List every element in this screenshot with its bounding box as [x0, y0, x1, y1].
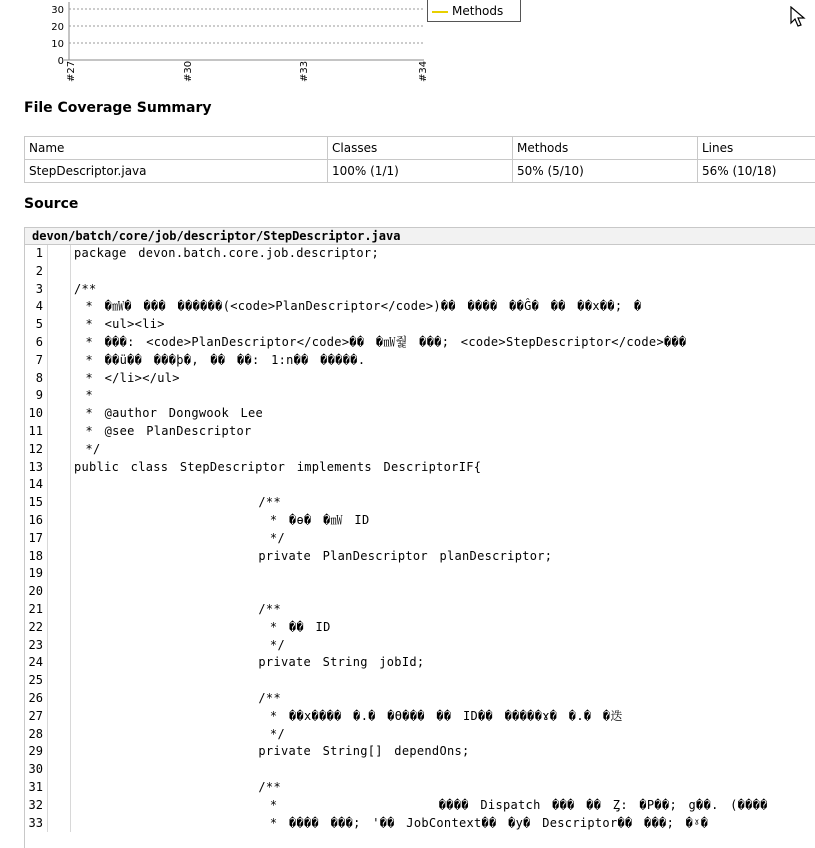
- source-line: [25, 423, 815, 441]
- line-number: 26: [25, 690, 43, 708]
- y-tick-30: 30: [51, 5, 64, 16]
- line-number: 29: [25, 743, 43, 761]
- line-code: * <ul><li>: [71, 316, 165, 334]
- coverage-gutter: [47, 761, 71, 779]
- line-code: [71, 672, 74, 690]
- line-code: * ���: <code>PlanDescriptor</code>�� �㎽줥 ���; <code>StepDescriptor</code>���: [71, 334, 687, 352]
- line-code: /**: [71, 601, 281, 619]
- source-line: [25, 512, 815, 530]
- line-number: 25: [25, 672, 43, 690]
- cell-lines: 56% (10/18): [698, 160, 815, 183]
- line-code: * ���� ���; '�� JobContext�� �y� Descriptor�� ���; �ˠ�: [71, 815, 708, 833]
- x-tick-33: #33: [299, 61, 310, 82]
- coverage-gutter: [47, 619, 71, 637]
- mouse-cursor-icon: [790, 6, 806, 28]
- source-line: [25, 690, 815, 708]
- line-number: 32: [25, 797, 43, 815]
- x-tick-27: #27: [66, 61, 77, 82]
- source-line: [25, 530, 815, 548]
- coverage-gutter: [47, 530, 71, 548]
- y-tick-labels: [51, 5, 64, 67]
- line-number: 1: [25, 245, 43, 263]
- coverage-gutter: [47, 298, 71, 316]
- line-code: * @author Dongwook Lee: [71, 405, 263, 423]
- line-code: */: [71, 441, 101, 459]
- source-line: [25, 352, 815, 370]
- line-code: [71, 263, 74, 281]
- line-number: 31: [25, 779, 43, 797]
- col-header-classes: Classes: [328, 137, 513, 160]
- coverage-gutter: [47, 601, 71, 619]
- source-line: [25, 726, 815, 744]
- line-number: 14: [25, 476, 43, 494]
- line-code: /**: [71, 690, 281, 708]
- source-line: [25, 637, 815, 655]
- line-code: * �㎽� ��� ������(<code>PlanDescriptor</code>)�� ���� ��Ĝ� �� ��x��; �: [71, 298, 642, 316]
- source-line: [25, 298, 815, 316]
- source-file-path: devon/batch/core/job/descriptor/StepDescriptor.java: [25, 228, 815, 245]
- coverage-gutter: [47, 672, 71, 690]
- line-code: [71, 583, 74, 601]
- legend-label-methods: Methods: [452, 4, 503, 18]
- source-line: [25, 334, 815, 352]
- line-number: 10: [25, 405, 43, 423]
- coverage-gutter: [47, 743, 71, 761]
- coverage-gutter: [47, 423, 71, 441]
- line-code: public class StepDescriptor implements DescriptorIF{: [71, 459, 481, 477]
- coverage-gutter: [47, 281, 71, 299]
- table-row: [25, 160, 815, 183]
- line-code: * ��ü�� ���þ�, �� ��: 1:n�� �����.: [71, 352, 365, 370]
- coverage-chart: [0, 0, 440, 92]
- coverage-gutter: [47, 316, 71, 334]
- line-code: * ���� Dispatch ��� �� Ȥ: �P��; g��. (����: [71, 797, 768, 815]
- source-line: [25, 494, 815, 512]
- line-number: 19: [25, 565, 43, 583]
- source-line: [25, 316, 815, 334]
- col-header-methods: Methods: [513, 137, 698, 160]
- line-number: 8: [25, 370, 43, 388]
- coverage-gutter: [47, 370, 71, 388]
- coverage-gutter: [47, 779, 71, 797]
- line-number: 16: [25, 512, 43, 530]
- col-header-name: Name: [25, 137, 328, 160]
- line-code: private String[] dependOns;: [71, 743, 470, 761]
- line-code: private String jobId;: [71, 654, 424, 672]
- line-number: 23: [25, 637, 43, 655]
- coverage-gutter: [47, 334, 71, 352]
- source-line: [25, 263, 815, 281]
- source-line: [25, 761, 815, 779]
- chart-gridlines: [69, 9, 424, 43]
- source-line: [25, 654, 815, 672]
- line-number: 2: [25, 263, 43, 281]
- line-number: 18: [25, 548, 43, 566]
- line-number: 22: [25, 619, 43, 637]
- coverage-gutter: [47, 565, 71, 583]
- line-number: 4: [25, 298, 43, 316]
- line-code: * �ɵ� �㎽ ID: [71, 512, 369, 530]
- line-number: 21: [25, 601, 43, 619]
- line-number: 17: [25, 530, 43, 548]
- line-number: 6: [25, 334, 43, 352]
- x-tick-30: #30: [183, 61, 194, 82]
- line-code: */: [71, 637, 285, 655]
- source-line: [25, 601, 815, 619]
- source-line: [25, 583, 815, 601]
- coverage-gutter: [47, 654, 71, 672]
- line-number: 11: [25, 423, 43, 441]
- line-number: 3: [25, 281, 43, 299]
- source-line: [25, 405, 815, 423]
- source-line: [25, 743, 815, 761]
- coverage-summary-table: [24, 136, 815, 183]
- coverage-gutter: [47, 476, 71, 494]
- source-code-panel: [24, 227, 815, 848]
- coverage-gutter: [47, 459, 71, 477]
- coverage-gutter: [47, 263, 71, 281]
- line-code: /**: [71, 779, 281, 797]
- x-tick-34: #34: [418, 61, 429, 82]
- coverage-gutter: [47, 512, 71, 530]
- line-number: 24: [25, 654, 43, 672]
- chart-legend: [427, 0, 521, 22]
- cell-classes: 100% (1/1): [328, 160, 513, 183]
- summary-header-row: [25, 137, 815, 160]
- line-code: [71, 565, 74, 583]
- summary-heading: File Coverage Summary: [24, 100, 212, 116]
- source-line: [25, 619, 815, 637]
- line-number: 7: [25, 352, 43, 370]
- coverage-gutter: [47, 690, 71, 708]
- y-tick-0: 0: [58, 56, 64, 67]
- source-line: [25, 565, 815, 583]
- line-number: 30: [25, 761, 43, 779]
- line-code: /**: [71, 494, 281, 512]
- coverage-gutter: [47, 387, 71, 405]
- line-number: 33: [25, 815, 43, 833]
- coverage-gutter: [47, 815, 71, 833]
- line-code: package devon.batch.core.job.descriptor;: [71, 245, 379, 263]
- line-number: 9: [25, 387, 43, 405]
- coverage-gutter: [47, 494, 71, 512]
- source-line: [25, 797, 815, 815]
- y-tick-10: 10: [51, 39, 64, 50]
- coverage-gutter: [47, 405, 71, 423]
- source-line: [25, 370, 815, 388]
- line-code: *: [71, 387, 93, 405]
- y-tick-20: 20: [51, 22, 64, 33]
- line-number: 13: [25, 459, 43, 477]
- line-code: * </li></ul>: [71, 370, 180, 388]
- coverage-gutter: [47, 797, 71, 815]
- source-line: [25, 281, 815, 299]
- coverage-gutter: [47, 583, 71, 601]
- line-code: */: [71, 726, 285, 744]
- line-number: 20: [25, 583, 43, 601]
- line-code: [71, 761, 74, 779]
- coverage-gutter: [47, 637, 71, 655]
- source-line: [25, 672, 815, 690]
- coverage-gutter: [47, 441, 71, 459]
- coverage-gutter: [47, 548, 71, 566]
- line-code: * ��x���� �.� �ϴ��� �� ID�� �����ɤ� �.� �迭: [71, 708, 623, 726]
- source-heading: Source: [24, 196, 78, 212]
- line-code: */: [71, 530, 285, 548]
- source-line: [25, 708, 815, 726]
- source-line: [25, 779, 815, 797]
- line-number: 27: [25, 708, 43, 726]
- legend-swatch-methods: [432, 11, 448, 13]
- x-tick-labels: [66, 61, 429, 82]
- cell-file-name: StepDescriptor.java: [25, 160, 328, 183]
- line-code: private PlanDescriptor planDescriptor;: [71, 548, 552, 566]
- source-line: [25, 441, 815, 459]
- coverage-gutter: [47, 352, 71, 370]
- source-line: [25, 459, 815, 477]
- line-number: 28: [25, 726, 43, 744]
- line-number: 12: [25, 441, 43, 459]
- source-line: [25, 245, 815, 263]
- line-number: 15: [25, 494, 43, 512]
- coverage-gutter: [47, 708, 71, 726]
- line-number: 5: [25, 316, 43, 334]
- line-code: [71, 476, 74, 494]
- line-code: /**: [71, 281, 97, 299]
- chart-axes: [64, 2, 424, 60]
- source-line: [25, 815, 815, 833]
- coverage-gutter: [47, 726, 71, 744]
- line-code: * �� ID: [71, 619, 331, 637]
- cell-methods: 50% (5/10): [513, 160, 698, 183]
- line-code: * @see PlanDescriptor: [71, 423, 252, 441]
- col-header-lines: Lines: [698, 137, 815, 160]
- coverage-gutter: [47, 245, 71, 263]
- source-lines: [25, 245, 815, 832]
- source-line: [25, 476, 815, 494]
- source-line: [25, 387, 815, 405]
- source-line: [25, 548, 815, 566]
